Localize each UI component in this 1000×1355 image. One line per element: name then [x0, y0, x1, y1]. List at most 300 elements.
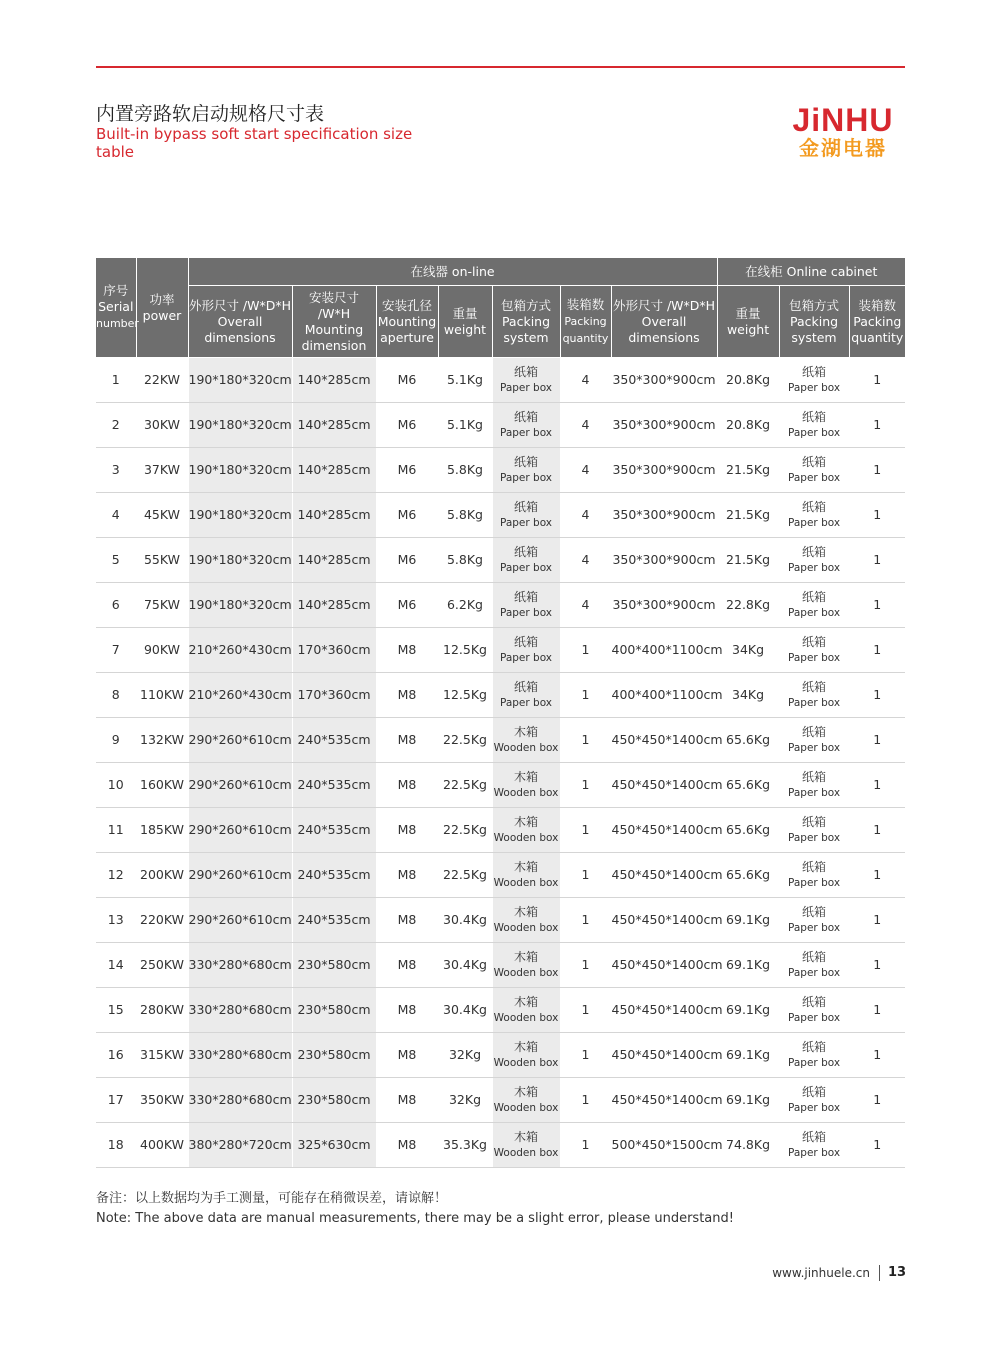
table-row: [96, 718, 905, 763]
col-cab-qty-header: 装箱数 Packing quantity: [849, 286, 905, 358]
cell-cab-qty: 1: [849, 898, 905, 943]
col-aperture-header: 安装孔径 Mounting aperture: [376, 286, 438, 358]
cell-mount: 140*285cm: [292, 448, 376, 493]
note-en: Note: The above data are manual measurements, there may be a slight error, please understand!: [96, 1211, 734, 1226]
cell-qty: 1: [560, 808, 611, 853]
cell-cab-dim: 450*450*1400cm: [611, 1033, 717, 1078]
cell-aperture: M8: [376, 763, 438, 808]
cell-cab-dim: 450*450*1400cm: [611, 1078, 717, 1123]
cell-power: 160KW: [136, 763, 188, 808]
packing-cn: 纸箱: [802, 950, 827, 964]
cell-cab-pack: [779, 1123, 849, 1168]
cell-weight: 5.1Kg: [438, 403, 492, 448]
table-row: [96, 448, 905, 493]
cell-aperture: M8: [376, 673, 438, 718]
cell-pack: [492, 628, 560, 673]
table-row: [96, 808, 905, 853]
packing-en: Paper box: [499, 607, 553, 619]
cell-serial: 17: [96, 1078, 136, 1123]
header-row-columns: [96, 286, 905, 358]
packing-en: Paper box: [788, 697, 841, 709]
cell-cab-qty: 1: [849, 493, 905, 538]
cell-pack: [492, 1033, 560, 1078]
cell-power: 75KW: [136, 583, 188, 628]
top-rule: [96, 66, 905, 68]
cell-serial: 13: [96, 898, 136, 943]
cell-serial: 2: [96, 403, 136, 448]
cell-power: 220KW: [136, 898, 188, 943]
cell-mount: 240*535cm: [292, 718, 376, 763]
cell-cab-weight: 34Kg: [717, 628, 779, 673]
col-mount-header: 安装尺寸 /W*H Mounting dimension: [292, 286, 376, 358]
table-row: [96, 1033, 905, 1078]
packing-en: Paper box: [788, 607, 841, 619]
cell-cab-qty: 1: [849, 853, 905, 898]
cell-pack: [492, 538, 560, 583]
cell-aperture: M8: [376, 718, 438, 763]
cell-cab-qty: 1: [849, 718, 905, 763]
packing-cn: 纸箱: [802, 905, 827, 919]
cell-cab-weight: 69.1Kg: [717, 988, 779, 1033]
cell-power: 55KW: [136, 538, 188, 583]
packing-cn: 纸箱: [513, 590, 538, 604]
cell-weight: 6.2Kg: [438, 583, 492, 628]
cell-cab-pack: [779, 1033, 849, 1078]
cell-mount: 170*360cm: [292, 673, 376, 718]
packing-en: Paper box: [788, 1012, 841, 1024]
packing-en: Paper box: [788, 472, 841, 484]
cell-dim: 190*180*320cm: [188, 448, 292, 493]
packing-en: Paper box: [788, 1057, 841, 1069]
cell-dim: 210*260*430cm: [188, 628, 292, 673]
cell-serial: 7: [96, 628, 136, 673]
packing-cn: 木箱: [513, 1085, 538, 1099]
cell-cab-qty: 1: [849, 358, 905, 403]
cell-cab-pack: [779, 718, 849, 763]
cell-cab-dim: 450*450*1400cm: [611, 943, 717, 988]
cell-aperture: M8: [376, 628, 438, 673]
cell-mount: 140*285cm: [292, 583, 376, 628]
packing-cn: 纸箱: [513, 500, 538, 514]
cell-power: 37KW: [136, 448, 188, 493]
cell-mount: 325*630cm: [292, 1123, 376, 1168]
cell-cab-qty: 1: [849, 538, 905, 583]
cell-cab-dim: 500*450*1500cm: [611, 1123, 717, 1168]
cell-pack: [492, 763, 560, 808]
cell-weight: 30.4Kg: [438, 943, 492, 988]
table-row: [96, 628, 905, 673]
cell-mount: 140*285cm: [292, 493, 376, 538]
cell-weight: 12.5Kg: [438, 628, 492, 673]
cell-pack: [492, 448, 560, 493]
packing-cn: 木箱: [513, 860, 538, 874]
packing-en: Paper box: [788, 922, 841, 934]
cell-weight: 30.4Kg: [438, 988, 492, 1033]
packing-cn: 纸箱: [802, 860, 827, 874]
cell-qty: 4: [560, 403, 611, 448]
header-row-groups: [96, 258, 905, 286]
cell-dim: 330*280*680cm: [188, 988, 292, 1033]
packing-cn: 木箱: [513, 905, 538, 919]
cell-aperture: M6: [376, 538, 438, 583]
packing-cn: 纸箱: [802, 410, 827, 424]
cell-cab-pack: [779, 538, 849, 583]
page-title-cn: 内置旁路软启动规格尺寸表: [96, 103, 325, 125]
cell-aperture: M6: [376, 493, 438, 538]
packing-cn: 纸箱: [802, 1130, 827, 1144]
cell-power: 280KW: [136, 988, 188, 1033]
cell-power: 315KW: [136, 1033, 188, 1078]
packing-cn: 纸箱: [802, 1085, 827, 1099]
cell-qty: 1: [560, 673, 611, 718]
table-row: [96, 358, 905, 403]
cell-pack: [492, 673, 560, 718]
packing-en: Paper box: [788, 382, 841, 394]
cell-cab-dim: 450*450*1400cm: [611, 853, 717, 898]
cell-power: 45KW: [136, 493, 188, 538]
cell-dim: 190*180*320cm: [188, 358, 292, 403]
packing-en: Paper box: [788, 652, 841, 664]
packing-en: Paper box: [499, 652, 553, 664]
cell-cab-weight: 69.1Kg: [717, 943, 779, 988]
cell-pack: [492, 583, 560, 628]
spec-table: [96, 258, 905, 1168]
packing-cn: 木箱: [513, 1130, 538, 1144]
cell-power: 30KW: [136, 403, 188, 448]
cell-pack: [492, 493, 560, 538]
cell-power: 90KW: [136, 628, 188, 673]
cell-cab-qty: 1: [849, 628, 905, 673]
col-qty-header: 装箱数 Packing quantity: [560, 286, 611, 358]
cell-dim: 380*280*720cm: [188, 1123, 292, 1168]
cell-aperture: M8: [376, 1033, 438, 1078]
cell-aperture: M8: [376, 1123, 438, 1168]
cell-power: 185KW: [136, 808, 188, 853]
cell-serial: 3: [96, 448, 136, 493]
packing-en: Paper box: [499, 427, 553, 439]
cell-serial: 15: [96, 988, 136, 1033]
col-weight-header: 重量 weight: [438, 286, 492, 358]
cell-qty: 1: [560, 1123, 611, 1168]
cell-serial: 8: [96, 673, 136, 718]
packing-cn: 纸箱: [802, 635, 827, 649]
cell-power: 250KW: [136, 943, 188, 988]
cell-serial: 6: [96, 583, 136, 628]
cell-cab-weight: 34Kg: [717, 673, 779, 718]
cell-cab-pack: [779, 403, 849, 448]
cell-cab-weight: 65.6Kg: [717, 808, 779, 853]
cell-cab-pack: [779, 853, 849, 898]
packing-cn: 纸箱: [802, 995, 827, 1009]
packing-cn: 纸箱: [513, 635, 538, 649]
cell-cab-qty: 1: [849, 673, 905, 718]
cell-mount: 170*360cm: [292, 628, 376, 673]
cell-cab-weight: 69.1Kg: [717, 1033, 779, 1078]
cell-cab-dim: 350*300*900cm: [611, 493, 717, 538]
cell-serial: 10: [96, 763, 136, 808]
cell-aperture: M8: [376, 808, 438, 853]
cell-cab-weight: 65.6Kg: [717, 763, 779, 808]
cell-cab-dim: 350*300*900cm: [611, 448, 717, 493]
packing-en: Paper box: [499, 517, 553, 529]
packing-en: Wooden box: [493, 967, 559, 979]
packing-en: Paper box: [788, 1102, 841, 1114]
packing-cn: 纸箱: [802, 815, 827, 829]
cell-dim: 290*260*610cm: [188, 853, 292, 898]
cell-cab-pack: [779, 358, 849, 403]
packing-cn: 纸箱: [513, 680, 538, 694]
cell-weight: 5.8Kg: [438, 493, 492, 538]
packing-cn: 纸箱: [513, 545, 538, 559]
packing-en: Wooden box: [493, 1102, 559, 1114]
cell-cab-pack: [779, 583, 849, 628]
cell-serial: 14: [96, 943, 136, 988]
cell-mount: 240*535cm: [292, 763, 376, 808]
cell-qty: 1: [560, 628, 611, 673]
cell-qty: 1: [560, 718, 611, 763]
packing-en: Wooden box: [493, 1147, 559, 1159]
cell-mount: 240*535cm: [292, 853, 376, 898]
cell-mount: 140*285cm: [292, 358, 376, 403]
cell-cab-qty: 1: [849, 943, 905, 988]
cell-power: 132KW: [136, 718, 188, 763]
note-cn: 备注：以上数据均为手工测量，可能存在稍微误差，请谅解！: [96, 1191, 448, 1206]
page-number: 13: [888, 1265, 907, 1280]
cell-cab-pack: [779, 763, 849, 808]
spec-table-body: [96, 358, 905, 1168]
cell-cab-dim: 350*300*900cm: [611, 403, 717, 448]
cell-cab-pack: [779, 493, 849, 538]
table-row: [96, 943, 905, 988]
packing-en: Paper box: [499, 697, 553, 709]
cell-weight: 32Kg: [438, 1078, 492, 1123]
packing-cn: 纸箱: [513, 410, 538, 424]
cell-weight: 5.8Kg: [438, 448, 492, 493]
cell-dim: 190*180*320cm: [188, 403, 292, 448]
cell-dim: 190*180*320cm: [188, 538, 292, 583]
cell-mount: 230*580cm: [292, 943, 376, 988]
cell-cab-pack: [779, 448, 849, 493]
cell-power: 350KW: [136, 1078, 188, 1123]
packing-cn: 木箱: [513, 770, 538, 784]
cell-aperture: M8: [376, 898, 438, 943]
cell-serial: 4: [96, 493, 136, 538]
cell-power: 400KW: [136, 1123, 188, 1168]
cell-mount: 240*535cm: [292, 808, 376, 853]
cell-cab-qty: 1: [849, 583, 905, 628]
cell-cab-pack: [779, 1078, 849, 1123]
cell-qty: 1: [560, 1078, 611, 1123]
cell-pack: [492, 943, 560, 988]
packing-cn: 纸箱: [802, 455, 827, 469]
cell-power: 110KW: [136, 673, 188, 718]
cell-weight: 22.5Kg: [438, 718, 492, 763]
cell-cab-dim: 350*300*900cm: [611, 358, 717, 403]
packing-en: Paper box: [788, 967, 841, 979]
cell-cab-dim: 450*450*1400cm: [611, 898, 717, 943]
cell-weight: 22.5Kg: [438, 853, 492, 898]
brand-logo: [780, 104, 906, 160]
cell-qty: 1: [560, 943, 611, 988]
packing-en: Paper box: [788, 1147, 841, 1159]
cell-cab-weight: 22.8Kg: [717, 583, 779, 628]
cell-qty: 4: [560, 538, 611, 583]
table-row: [96, 403, 905, 448]
packing-en: Paper box: [499, 562, 553, 574]
packing-en: Paper box: [788, 742, 841, 754]
table-row: [96, 583, 905, 628]
logo-cn-text: 金湖电器: [799, 136, 887, 160]
cell-cab-dim: 450*450*1400cm: [611, 988, 717, 1033]
packing-cn: 木箱: [513, 815, 538, 829]
cell-serial: 9: [96, 718, 136, 763]
group-online-header: 在线器 on-line: [188, 258, 717, 286]
col-cab-weight-header: 重量 weight: [717, 286, 779, 358]
cell-pack: [492, 808, 560, 853]
cell-pack: [492, 898, 560, 943]
cell-pack: [492, 403, 560, 448]
packing-cn: 纸箱: [802, 590, 827, 604]
cell-dim: 330*280*680cm: [188, 943, 292, 988]
cell-mount: 240*535cm: [292, 898, 376, 943]
cell-aperture: M8: [376, 1078, 438, 1123]
cell-cab-dim: 400*400*1100cm: [611, 673, 717, 718]
col-pack-header: 包箱方式 Packing system: [492, 286, 560, 358]
cell-qty: 1: [560, 763, 611, 808]
cell-cab-weight: 20.8Kg: [717, 358, 779, 403]
col-cab-dim-header: 外形尺寸 /W*D*H Overall dimensions: [611, 286, 717, 358]
cell-dim: 210*260*430cm: [188, 673, 292, 718]
cell-serial: 12: [96, 853, 136, 898]
footer-divider: [879, 1265, 880, 1281]
cell-dim: 190*180*320cm: [188, 493, 292, 538]
cell-aperture: M6: [376, 448, 438, 493]
cell-aperture: M6: [376, 583, 438, 628]
packing-en: Paper box: [788, 832, 841, 844]
cell-dim: 290*260*610cm: [188, 718, 292, 763]
cell-cab-pack: [779, 988, 849, 1033]
cell-mount: 230*580cm: [292, 988, 376, 1033]
cell-pack: [492, 853, 560, 898]
cell-qty: 4: [560, 583, 611, 628]
col-dim-header: 外形尺寸 /W*D*H Overall dimensions: [188, 286, 292, 358]
col-cab-pack-header: 包箱方式 Packing system: [779, 286, 849, 358]
packing-cn: 纸箱: [513, 365, 538, 379]
cell-aperture: M8: [376, 943, 438, 988]
packing-cn: 纸箱: [802, 500, 827, 514]
cell-cab-dim: 450*450*1400cm: [611, 808, 717, 853]
packing-cn: 纸箱: [802, 680, 827, 694]
cell-weight: 12.5Kg: [438, 673, 492, 718]
packing-en: Paper box: [788, 787, 841, 799]
cell-pack: [492, 1078, 560, 1123]
packing-en: Paper box: [499, 382, 553, 394]
footer-url[interactable]: www.jinhuele.cn: [772, 1266, 870, 1280]
cell-weight: 5.1Kg: [438, 358, 492, 403]
cell-aperture: M8: [376, 988, 438, 1033]
packing-cn: 纸箱: [802, 770, 827, 784]
cell-cab-weight: 65.6Kg: [717, 853, 779, 898]
packing-cn: 纸箱: [802, 365, 827, 379]
cell-mount: 140*285cm: [292, 403, 376, 448]
cell-cab-weight: 69.1Kg: [717, 898, 779, 943]
cell-cab-pack: [779, 628, 849, 673]
packing-cn: 木箱: [513, 725, 538, 739]
packing-en: Wooden box: [493, 1012, 559, 1024]
packing-en: Paper box: [788, 562, 841, 574]
table-row: [96, 988, 905, 1033]
cell-dim: 290*260*610cm: [188, 898, 292, 943]
cell-serial: 11: [96, 808, 136, 853]
cell-qty: 1: [560, 853, 611, 898]
cell-qty: 4: [560, 493, 611, 538]
col-power-header: 功率 power: [136, 258, 188, 358]
cell-aperture: M8: [376, 853, 438, 898]
cell-weight: 32Kg: [438, 1033, 492, 1078]
packing-en: Wooden box: [493, 877, 559, 889]
packing-en: Paper box: [499, 472, 553, 484]
packing-en: Wooden box: [493, 742, 559, 754]
cell-pack: [492, 358, 560, 403]
cell-cab-weight: 21.5Kg: [717, 493, 779, 538]
packing-cn: 木箱: [513, 950, 538, 964]
cell-weight: 30.4Kg: [438, 898, 492, 943]
cell-cab-pack: [779, 943, 849, 988]
packing-cn: 木箱: [513, 995, 538, 1009]
cell-pack: [492, 718, 560, 763]
cell-qty: 1: [560, 988, 611, 1033]
cell-aperture: M6: [376, 358, 438, 403]
cell-aperture: M6: [376, 403, 438, 448]
cell-dim: 290*260*610cm: [188, 763, 292, 808]
table-row: [96, 853, 905, 898]
cell-cab-qty: 1: [849, 763, 905, 808]
cell-power: 200KW: [136, 853, 188, 898]
cell-cab-dim: 400*400*1100cm: [611, 628, 717, 673]
cell-cab-qty: 1: [849, 1123, 905, 1168]
packing-cn: 木箱: [513, 1040, 538, 1054]
cell-serial: 16: [96, 1033, 136, 1078]
cell-pack: [492, 988, 560, 1033]
table-row: [96, 1078, 905, 1123]
cell-cab-pack: [779, 808, 849, 853]
cell-dim: 330*280*680cm: [188, 1033, 292, 1078]
cell-cab-weight: 21.5Kg: [717, 538, 779, 583]
group-cabinet-header: 在线柜 Online cabinet: [717, 258, 905, 286]
table-row: [96, 493, 905, 538]
cell-weight: 5.8Kg: [438, 538, 492, 583]
cell-qty: 4: [560, 448, 611, 493]
cell-qty: 4: [560, 358, 611, 403]
table-row: [96, 673, 905, 718]
cell-cab-dim: 350*300*900cm: [611, 583, 717, 628]
cell-serial: 5: [96, 538, 136, 583]
cell-dim: 330*280*680cm: [188, 1078, 292, 1123]
packing-en: Paper box: [788, 517, 841, 529]
cell-power: 22KW: [136, 358, 188, 403]
cell-qty: 1: [560, 1033, 611, 1078]
cell-cab-qty: 1: [849, 988, 905, 1033]
packing-cn: 纸箱: [802, 725, 827, 739]
cell-serial: 18: [96, 1123, 136, 1168]
cell-cab-dim: 450*450*1400cm: [611, 718, 717, 763]
cell-cab-pack: [779, 673, 849, 718]
packing-en: Paper box: [788, 877, 841, 889]
cell-cab-qty: 1: [849, 403, 905, 448]
cell-cab-weight: 69.1Kg: [717, 1078, 779, 1123]
cell-serial: 1: [96, 358, 136, 403]
packing-en: Paper box: [788, 427, 841, 439]
